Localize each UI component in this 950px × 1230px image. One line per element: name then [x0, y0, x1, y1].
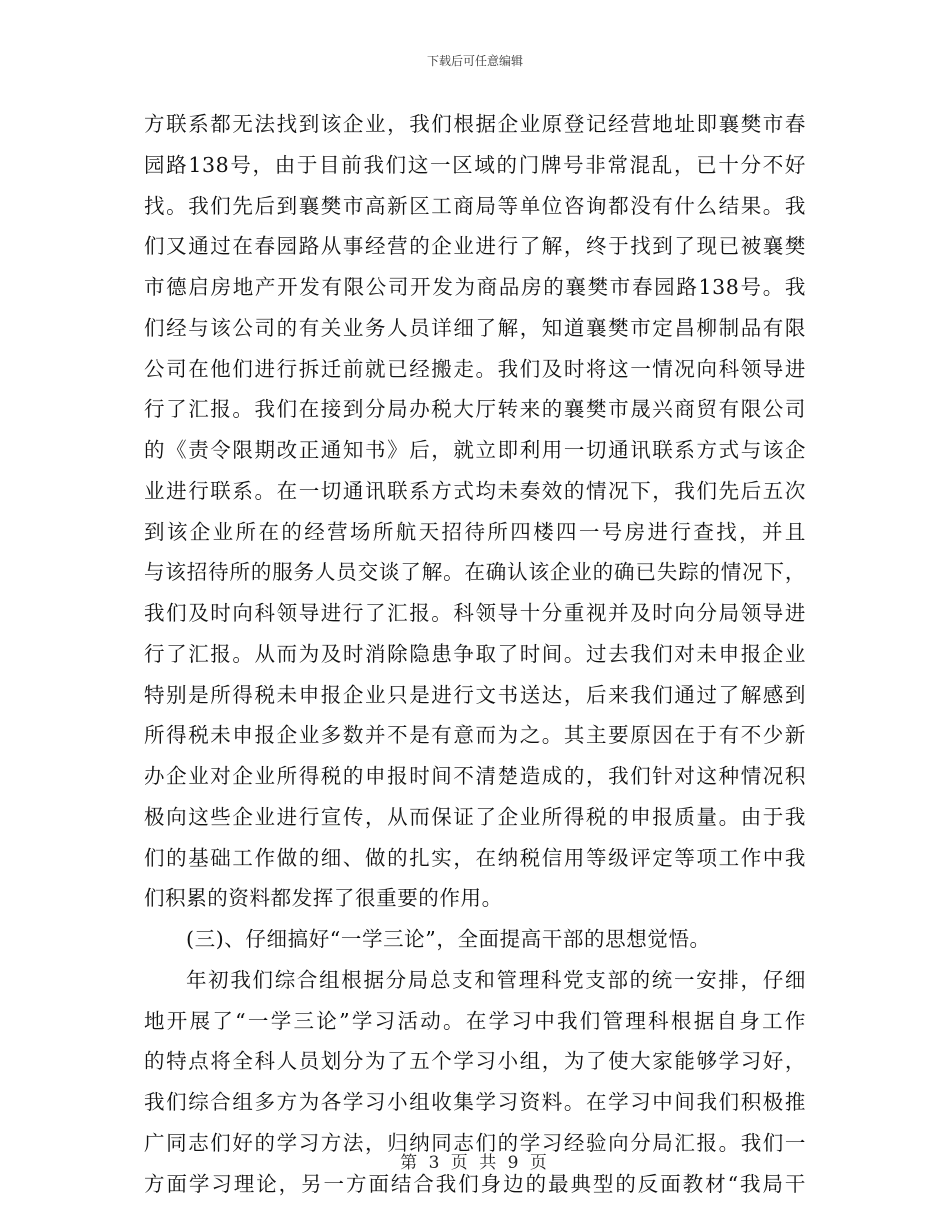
text-line: 方面学习理论，另一方面结合我们身边的最典型的反面教材“我局干: [144, 1171, 806, 1196]
text-line: 们的基础工作做的细、做的扎实，在纳税信用等级评定等项工作中我: [144, 845, 806, 870]
text-line: 们又通过在春园路从事经营的企业进行了解，终于找到了现已被襄樊: [144, 234, 806, 259]
text-line: 我们及时向科领导进行了汇报。科领导十分重视并及时向分局领导进: [144, 601, 806, 625]
text-line: 特别是所得税未申报企业只是进行文书送达，后来我们通过了解感到: [144, 682, 806, 707]
text-line: 的特点将全科人员划分为了五个学习小组，为了使大家能够学习好，: [144, 1049, 806, 1074]
text-line: 地开展了“一学三论”学习活动。在学习中我们管理科根据自身工作: [144, 1008, 806, 1033]
text-line: 们积累的资料都发挥了很重要的作用。: [144, 886, 503, 911]
text-line: 极向这些企业进行宣传，从而保证了企业所得税的申报质量。由于我: [144, 804, 806, 829]
text-line: 找。我们先后到襄樊市高新区工商局等单位咨询都没有什么结果。我: [144, 193, 806, 218]
page-header: 下载后可任意编辑: [426, 54, 523, 68]
text-line: 到该企业所在的经营场所航天招待所四楼四一号房进行查找，并且: [144, 519, 806, 544]
text-line: 市德启房地产开发有限公司开发为商品房的襄樊市春园路138号。我: [144, 275, 806, 299]
text-line: 与该招待所的服务人员交谈了解。在确认该企业的确已失踪的情况下，: [144, 560, 806, 585]
text-line: 业进行联系。在一切通讯联系方式均未奏效的情况下，我们先后五次: [144, 478, 806, 503]
text-line: 广同志们好的学习方法，归纳同志们的学习经验向分局汇报。我们一: [144, 1130, 806, 1155]
text-line: 的《责令限期改正通知书》后，就立即利用一切通讯联系方式与该企: [144, 438, 806, 462]
text-line: 们经与该公司的有关业务人员详细了解，知道襄樊市定昌柳制品有限: [144, 315, 806, 340]
text-line: 行了汇报。从而为及时消除隐患争取了时间。过去我们对未申报企业: [144, 641, 806, 666]
document-body: [144, 104, 806, 1204]
text-line: 方联系都无法找到该企业，我们根据企业原登记经营地址即襄樊市春: [144, 112, 806, 136]
text-line: 所得税未申报企业多数并不是有意而为之。其主要原因在于有不少新: [144, 723, 806, 748]
text-line: 我们综合组多方为各学习小组收集学习资料。在学习中间我们积极推: [144, 1090, 806, 1114]
section-heading: (三)、仔细搞好“一学三论”，全面提高干部的思想觉悟。: [186, 927, 711, 951]
text-line: 办企业对企业所得税的申报时间不清楚造成的，我们针对这种情况积: [144, 764, 806, 788]
text-line: 年初我们综合组根据分局总支和管理科党支部的统一安排，仔细: [186, 967, 806, 992]
text-line: 行了汇报。我们在接到分局办税大厅转来的襄樊市晟兴商贸有限公司: [144, 397, 806, 422]
text-line: 园路138号，由于目前我们这一区域的门牌号非常混乱，已十分不好: [144, 152, 806, 177]
page-number-footer: 第 3 页 共 9 页: [400, 1153, 550, 1173]
text-line: 公司在他们进行拆迁前就已经搬走。我们及时将这一情况向科领导进: [144, 356, 806, 381]
